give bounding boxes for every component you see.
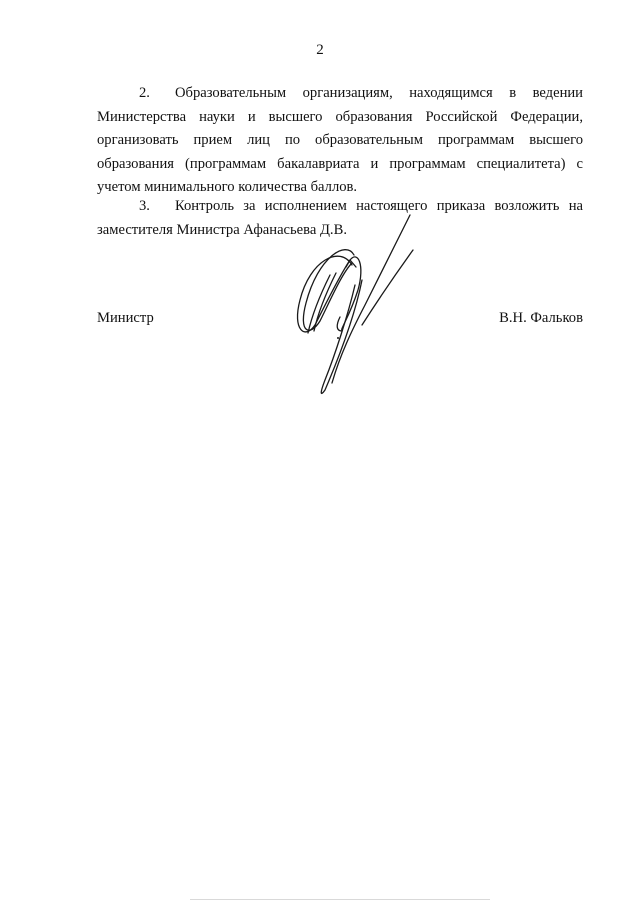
paragraph-3-text: Контроль за исполнением настоящего приказа возложить на заместителя Министра Афанасьева Д.В.: [97, 198, 583, 238]
paragraph-2-number: 2.: [139, 85, 150, 101]
paragraph-2: [97, 82, 583, 200]
page-number: 2: [316, 42, 324, 58]
paragraph-2-text: Образовательным организациям, находящимся в ведении Министерства науки и высшего образования Российской Федерации, организовать прием лиц по образовательным программам высшего образования (программам бакалавриата и программам специалитета) с учетом минимального количества баллов.: [97, 85, 583, 195]
page-edge-line: [190, 899, 490, 900]
signature-icon: [270, 205, 430, 405]
paragraph-3-number: 3.: [139, 198, 150, 214]
signer-name: В.Н. Фальков: [499, 310, 583, 326]
signer-position: Министр: [97, 310, 154, 326]
